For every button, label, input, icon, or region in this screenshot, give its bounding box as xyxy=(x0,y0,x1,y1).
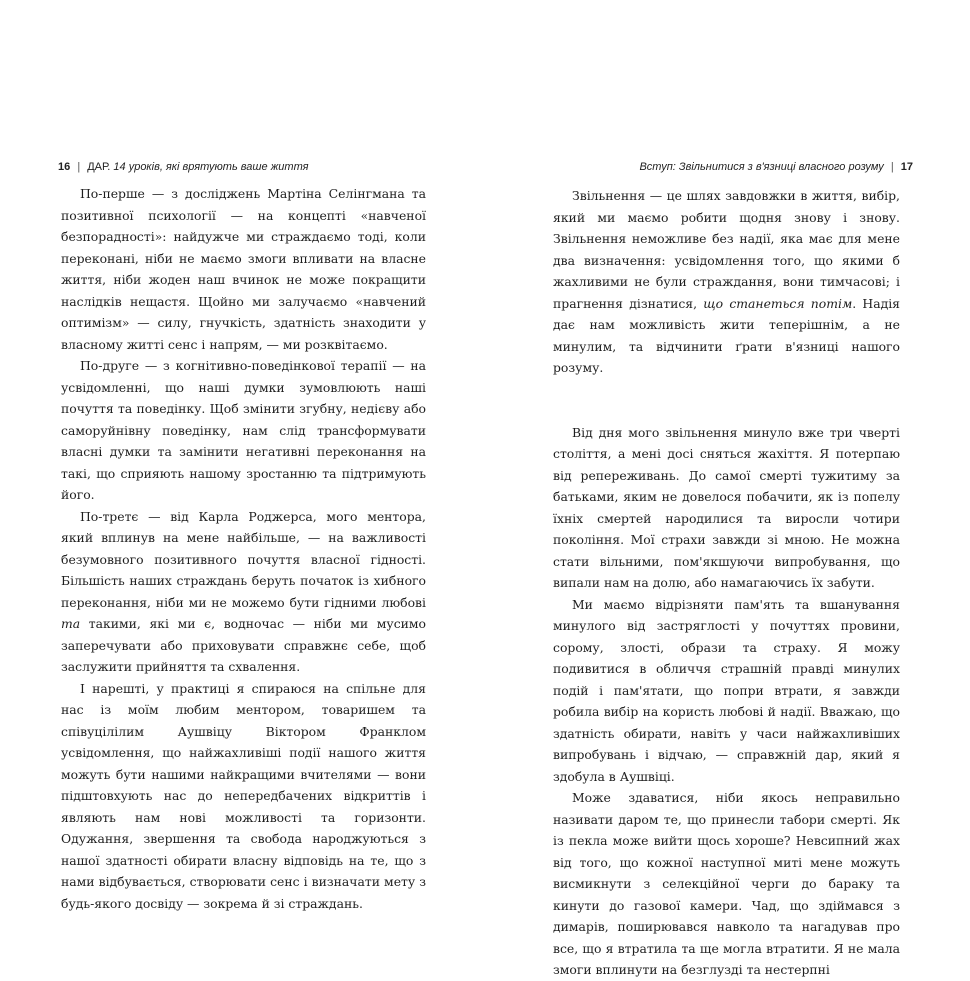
paragraph-text: Звільнення — це шлях завдовжки в життя, вибір, який ми маємо робити щодня знову і знову. Звільнення неможливе без надії, яка має для мене два визначення: усвідомлення того, що якими б жахливими не були страждання, вони тимчасові; і прагнення дізнатися, xyxy=(553,188,900,311)
left-page xyxy=(0,0,485,970)
paragraph-text: такими, які ми є, водночас — ніби ми мусимо заперечувати або приховувати справжнє себе, щоб заслужити прийняття та схвалення. xyxy=(61,616,426,674)
paragraph xyxy=(553,787,900,981)
emphasis-text: та xyxy=(61,616,81,631)
section-break xyxy=(553,379,900,422)
left-body-text xyxy=(61,183,426,914)
paragraph-text: І нарешті, у практиці я спираюся на спільне для нас із моїм любим ментором, товаришем та співуцілілим Аушвіцу Віктором Франклом усвідомлення, що найжахливіші події нашого життя можуть бути нашими найкращими вчителями — вони підштовхують нас до непередбачених відкриттів і являють нам нові можливості та горизонти. Одужання, звершення та свобода народжуються з нашої здатності обирати власну відповідь на те, що з нами відбувається, створювати сенс і визначати мету з будь-якого досвіду — зокрема й зі страждань. xyxy=(61,680,426,911)
paragraph xyxy=(553,422,900,594)
header-separator: | xyxy=(77,161,81,173)
paragraph-text: . Надія дає нам можливість жити теперішнім, а не минулим, та відчинити ґрати в'язниці нашого розуму. xyxy=(553,295,901,375)
book-title: ДАР. xyxy=(87,161,111,173)
right-running-header xyxy=(639,160,913,174)
paragraph-text: По-третє — від Карла Роджерса, мого ментора, який вплинув на мене найбільше, — на важливості безумовного позитивного почуття власної гідності. Більшість наших страждань беруть початок із хибного переконання, ніби ми не можемо бути гідними любові xyxy=(61,508,426,610)
paragraph xyxy=(553,185,900,379)
right-page xyxy=(485,0,970,977)
paragraph xyxy=(61,506,426,678)
page-number: 16 xyxy=(58,161,71,173)
emphasis-text: що станеться потім xyxy=(703,295,853,311)
paragraph xyxy=(61,355,426,506)
paragraph-text: Від дня мого звільнення минуло вже три чверті століття, а мені досі сняться жахіття. Я потерпаю від репереживань. До самої смерті тужитиму за батьками, яким не довелося побачити, як із попелу їхніх смертей народилися та виросли чотири покоління. Мої страхи завжди зі мною. Не можна стати вільними, пом'якшуючи випробування, що випали нам на долю, або намагаючись їх забути. xyxy=(553,424,900,590)
right-body-text xyxy=(553,185,900,981)
paragraph-text: По-перше — з досліджень Мартіна Селінгмана та позитивної психології — на концепті «навченої безпорадності»: найдужче ми страждаємо тоді, коли переконані, ніби не маємо змоги впливати на власне життя, ніби жоден наш вчинок не може покращити наслідків нещастя. Щойно ми залучаємо «навчений оптимізм» — силу, гнучкість, здатність знаходити у власному житті сенс і напрям, — ми розквітаємо. xyxy=(61,186,426,352)
chapter-title: Вступ: Звільнитися з в'язниці власного розуму xyxy=(639,161,884,173)
page-number: 17 xyxy=(900,161,913,173)
paragraph xyxy=(61,678,426,915)
paragraph-text: Може здаватися, ніби якось неправильно називати даром те, що принесли табори смерті. Як із пекла може вийти щось хороше? Невсипний жах від того, що кожної наступної миті мене можуть висмикнути з селекційної черги до бараку та кинути до газової камери. Чад, що здіймався з димарів, поширювався навколо та нагадував про все, що я втратила та ще могла втратити. Я не мала змоги вплинути на безглузді та нестерпні xyxy=(553,790,900,977)
paragraph-text: Ми маємо відрізняти пам'ять та вшанування минулого від застряглості у почуттях провини, сорому, злості, образи та страху. Я можу подивитися в обличчя страшній правді минулих подій і пам'ятати, що попри втрати, я завжди робила вибір на користь любові й надії. Вважаю, що здатність обирати, навіть у часи найжахливіших випробувань і відчаю, — справжній дар, який я здобула в Аушвіці. xyxy=(553,596,900,784)
paragraph xyxy=(61,183,426,355)
left-running-header xyxy=(58,160,309,174)
header-separator: | xyxy=(890,161,894,173)
paragraph-text: По-друге — з когнітивно-поведінкової терапії — на усвідомленні, що наші думки зумовлюють наші почуття та поведінку. Щоб змінити згубну, недієву або саморуйнівну поведінку, нам слід трансформувати власні думки та замінити негативні переконання на такі, що сприяють нашому зростанню та підтримують його. xyxy=(61,358,426,502)
paragraph xyxy=(553,594,900,788)
book-subtitle: 14 уроків, які врятують ваше життя xyxy=(113,161,309,173)
